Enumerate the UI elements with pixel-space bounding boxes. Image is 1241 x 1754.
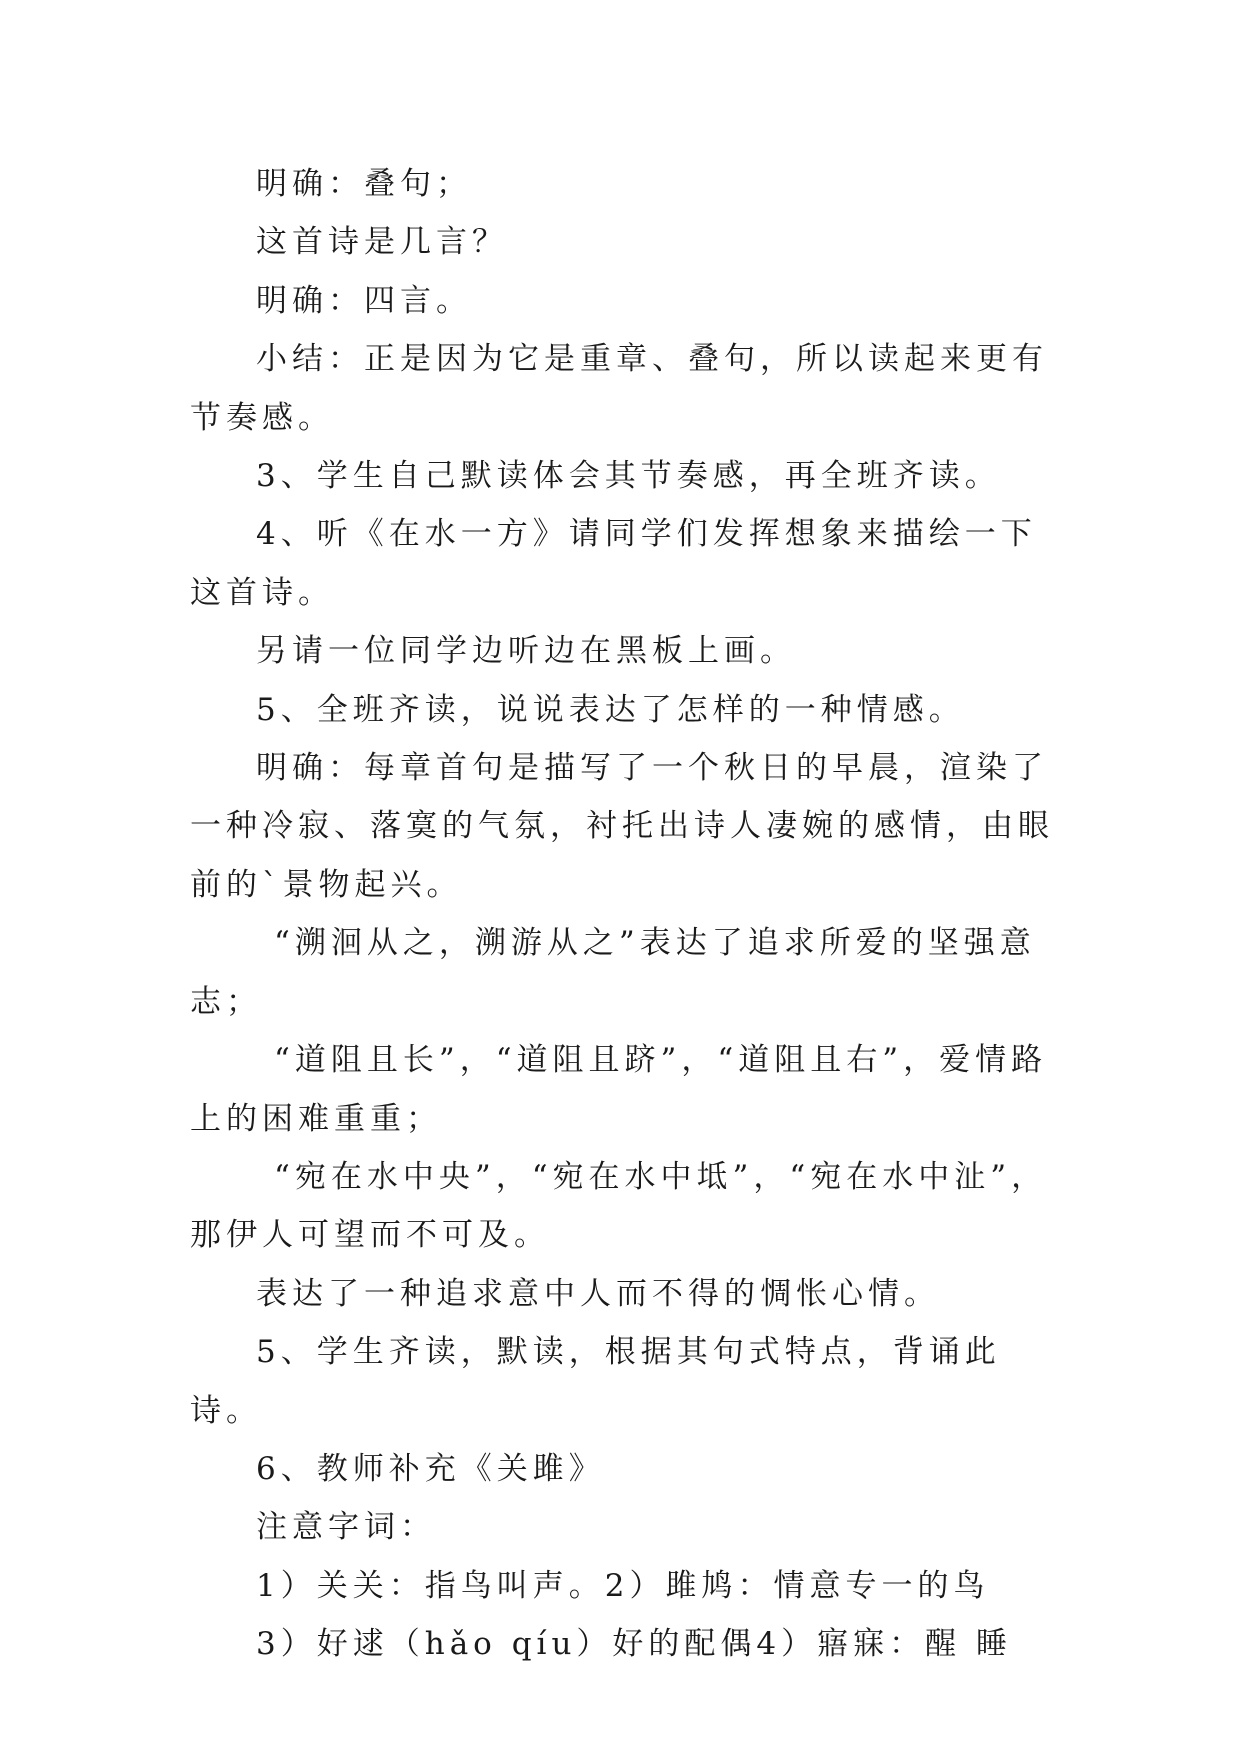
paragraph: 6、教师补充《关雎》 [256,1450,605,1487]
paragraph: 明确：每章首句是描写了一个秋日的早晨，渲染了一种冷寂、落寞的气氛，衬托出诗人凄婉的感情，由眼前的`景物起兴。 [190,750,1054,903]
paragraph: 3、学生自己默读体会其节奏感，再全班齐读。 [256,458,1001,495]
document-body [190,155,1070,1674]
paragraph: 4、听《在水一方》请同学们发挥想象来描绘一下这首诗。 [190,516,1037,611]
paragraph: 小结：正是因为它是重章、叠句，所以读起来更有节奏感。 [190,341,1048,436]
quote-paragraph: “道阻且长”，“道阻且跻”，“道阻且右”，爱情路上的困难重重； [190,1042,1048,1137]
paragraph: 明确：四言。 [256,282,472,319]
paragraph: 表达了一种追求意中人而不得的惆怅心情。 [256,1275,940,1312]
paragraph: 明确：叠句； [256,166,472,202]
quote-paragraph: “溯洄从之，溯游从之”表达了追求所爱的坚强意志； [190,925,1036,1020]
paragraph: 1）关关：指鸟叫声。2）雎鸠：情意专一的鸟 [256,1567,990,1604]
paragraph: 这首诗是几言？ [256,224,508,261]
paragraph: 另请一位同学边听边在黑板上画。 [256,633,796,670]
paragraph: 注意字词： [256,1509,436,1546]
paragraph: 5、学生齐读，默读，根据其句式特点，背诵此诗。 [190,1334,1001,1429]
paragraph: 3）好逑（hǎo qíu）好的配偶4）寤寐：醒 睡 [256,1626,1012,1663]
quote-paragraph: “宛在水中央”，“宛在水中坻”，“宛在水中沚”，那伊人可望而不可及。 [190,1158,1048,1254]
paragraph: 5、全班齐读，说说表达了怎样的一种情感。 [256,691,965,728]
